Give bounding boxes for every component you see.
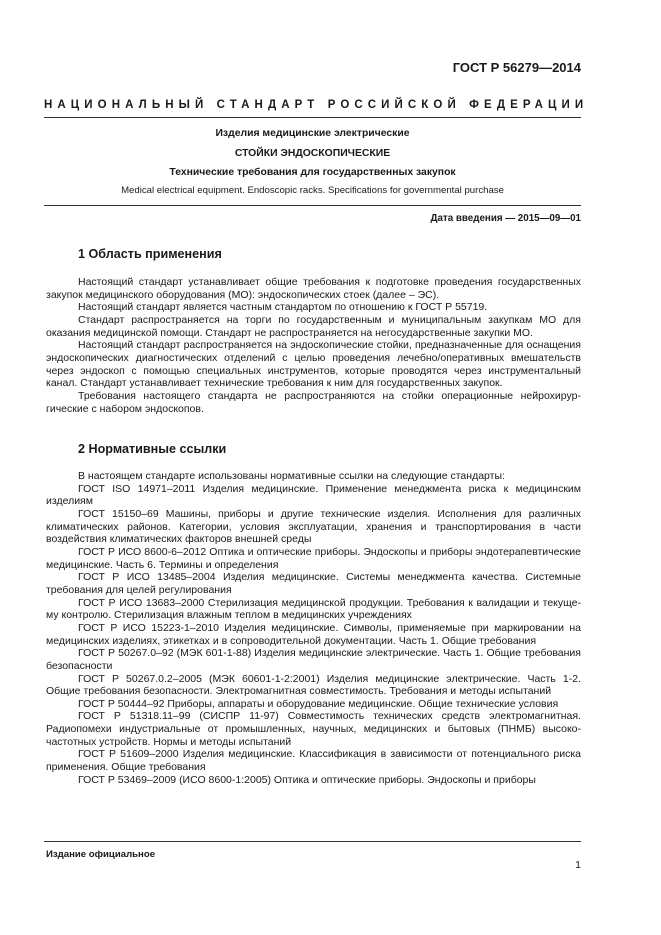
intro-date: Дата введения — 2015—09—01 [430,213,581,224]
normative-reference: ГОСТ Р ИСО 13683–2000 Стерилизация медицинской продукции. Требования к валидации и текущему контролю. Стерилизация влажным теплом в медицинских учреждениях [46,596,581,622]
document-code: ГОСТ Р 56279—2014 [452,60,581,75]
section-1-paragraph: Настоящий стандарт является частным стандартом по отношению к ГОСТ Р 55719. [78,301,488,314]
title-top-divider [44,117,581,118]
normative-reference: ГОСТ Р ИСО 13485–2004 Изделия медицинские. Системы менеджмента качества. Системные требования для целей регулирования [46,571,581,596]
title-english: Medical electrical equipment. Endoscopic racks. Specifications for governmental purchase [121,185,504,196]
section-1-body [46,276,581,415]
normative-reference: ГОСТ Р 50267.0–92 (МЭК 601-1-88) Изделия медицинские электрические. Часть 1. Общие требования безопасности [46,647,581,672]
normative-reference: ГОСТ Р ИСО 15223-1–2010 Изделия медицинские. Символы, применяемые при маркировании на медицинских изделиях, этикетках и в сопроводительной документации. Часть 1. Общие требования [46,621,581,647]
section-2-paragraph: В настоящем стандарте использованы нормативные ссылки на следующие стандарты: [78,470,505,482]
normative-reference: ГОСТ Р 51609–2000 Изделия медицинские. Классификация в зависимости от потенциального риска применения. Общие требования [46,748,581,774]
footer-divider [44,841,581,842]
official-edition-label: Издание официальное [46,849,156,860]
title-line-2: СТОЙКИ ЭНДОСКОПИЧЕСКИЕ [234,148,391,159]
title-line-3: Технические требования для государственных закупок [169,167,456,178]
normative-reference: ГОСТ Р 50444–92 Приборы, аппараты и оборудование медицинские. Общие технические условия [78,697,559,710]
title-bottom-divider [44,205,581,206]
section-1-paragraph: Стандарт распространяется на торги по государственным и муниципальным закупкам МО для оказания медицинской помощи. Стандарт не распространяется на негосударственные закупки МО. [46,313,581,339]
section-1-paragraph: Настоящий стандарт распространяется на эндоскопические стойки, предназначенные для оснащения эндоскопических диагностических отделений с целью проведения лечебно/оперативных вмешательств через эндоскоп с помощью специальных инструментов, которые проводятся через инструментальный канал. Стандарт устанавливает технические требования к ним для государственных закупок. [46,339,581,390]
page-number: 1 [575,859,581,871]
normative-reference: ГОСТ Р 51318.11–99 (СИСПР 11-97) Совместимость технических средств электромагнитная. Радиопомехи индустриальные от промышленных, научных, медицинских и бытовых (ПНМБ) высокочастотных устройств. Нормы и методы испытаний [46,710,581,748]
national-standard-banner: НАЦИОНАЛЬНЫЙ СТАНДАРТ РОССИЙСКОЙ ФЕДЕРАЦИИ [44,99,589,111]
section-2-heading: 2 Нормативные ссылки [78,442,227,456]
normative-reference: ГОСТ Р 50267.0.2–2005 (МЭК 60601-1-2:2001) Изделия медицинские электрические. Часть 1-2. Общие требования безопасности. Электромагнитная совместимость. Требования и методы испытаний [46,672,581,698]
normative-reference: ГОСТ Р ИСО 8600-6–2012 Оптика и оптические приборы. Эндоскопы и приборы эндотерапевтические медицинские. Часть 6. Термины и определения [46,545,581,571]
normative-reference: ГОСТ Р 53469–2009 (ИСО 8600-1:2005) Оптика и оптические приборы. Эндоскопы и приборы [78,773,536,786]
normative-reference: ГОСТ 15150–69 Машины, приборы и другие технические изделия. Исполнения для различных климатических районов. Категории, условия эксплуатации, хранения и транспортирования в части воздействия климатических факторов внешней среды [46,507,581,546]
section-2-body [46,470,581,786]
section-1-heading: 1 Область применения [78,247,222,261]
section-1-paragraph: Требования настоящего стандарта не распространяются на стойки операционные нейрохирургические с набором эндоскопов. [46,389,581,415]
section-1-paragraph: Настоящий стандарт устанавливает общие требования к подготовке проведения государственных закупок медицинского оборудования (МО): эндоскопических стоек (далее – ЭС). [46,276,581,301]
title-line-1: Изделия медицинские электрические [215,128,410,139]
normative-reference: ГОСТ ISO 14971–2011 Изделия медицинские. Применение менеджмента риска к медицинским изделиям [46,482,581,508]
